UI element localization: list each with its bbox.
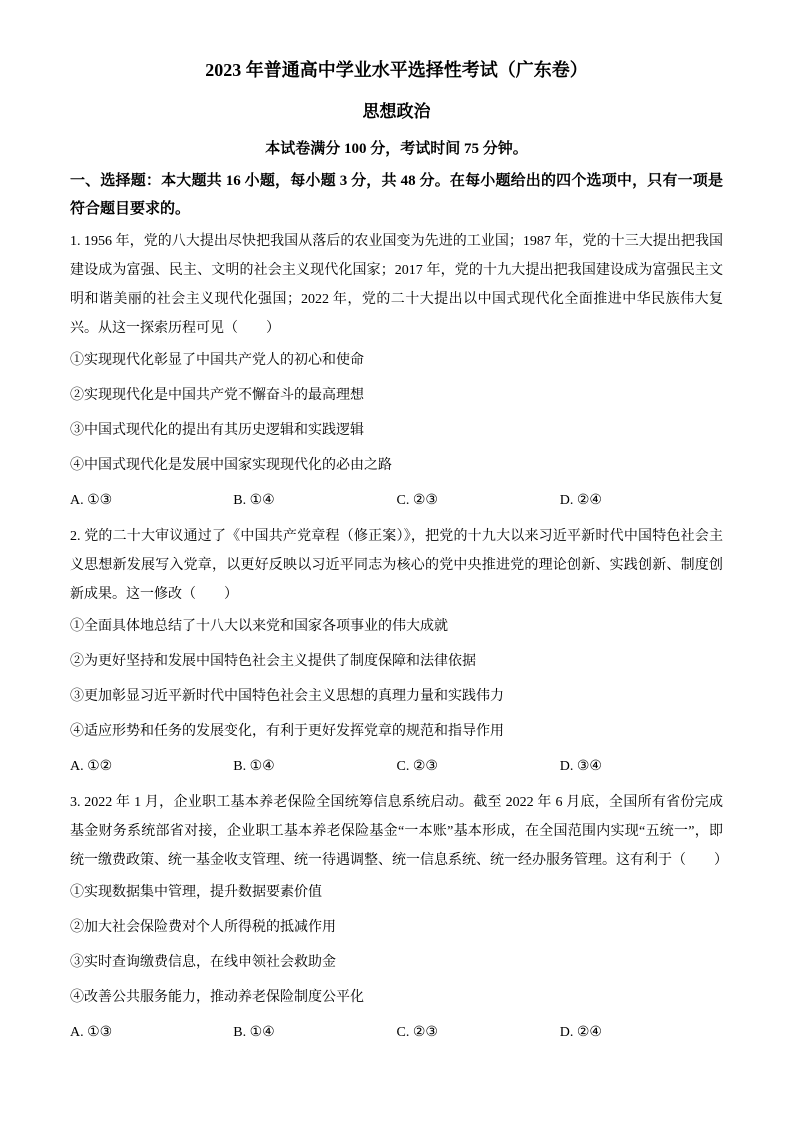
exam-info: 本试卷满分 100 分，考试时间 75 分钟。 xyxy=(265,141,528,157)
question-stem: 1. 1956 年，党的八大提出尽快把我国从落后的农业国变为先进的工业国；1987 年，党的十三大提出把我国建设成为富强、民主、文明的社会主义现代化国家；2017 年，党的十九大提出把我国建设成为富强民主文明和谐美丽的社会主义现代化强国；2022 年，党的二十大提出以中国式现代化全面推进中华民族伟大复兴。从这一探索历程可见（ ） xyxy=(70,234,723,336)
option-c: C. ②③ xyxy=(396,759,438,774)
option-b: B. ①④ xyxy=(233,1025,275,1040)
question-3 xyxy=(70,788,728,1050)
option-c: C. ②③ xyxy=(396,493,438,508)
question-stem: 2. 党的二十大审议通过了《中国共产党章程（修正案）》，把党的十九大以来习近平新时代中国特色社会主义思想新发展写入党章，以更好反映以习近平同志为核心的党中央推进党的理论创新、实践创新、制度创新成果。这一修改（ ） xyxy=(70,529,723,602)
question-1 xyxy=(70,227,723,518)
question-statement-4: ④中国式现代化是发展中国家实现现代化的必由之路 xyxy=(70,458,392,473)
option-a: A. ①③ xyxy=(70,1025,113,1040)
option-d: D. ②④ xyxy=(559,1025,602,1040)
question-statement-1: ①全面具体地总结了十八大以来党和国家各项事业的伟大成就 xyxy=(70,619,448,634)
question-statement-2: ②加大社会保险费对个人所得税的抵减作用 xyxy=(70,920,336,935)
question-2 xyxy=(70,522,723,784)
question-statement-2: ②实现现代化是中国共产党不懈奋斗的最高理想 xyxy=(70,388,364,403)
question-statement-1: ①实现数据集中管理，提升数据要素价值 xyxy=(70,885,322,900)
question-statement-1: ①实现现代化彰显了中国共产党人的初心和使命 xyxy=(70,353,364,368)
option-a: A. ①③ xyxy=(70,493,113,508)
answer-options xyxy=(70,1015,723,1050)
question-stem: 3. 2022 年 1 月，企业职工基本养老保险全国统筹信息系统启动。截至 2022 年 6 月底，全国所有省份完成基金财务系统部省对接，企业职工基本养老保险基金“一本账”基本形成，在全国范围内实现“五统一”，即统一缴费政策、统一基金收支管理、统一待遇调整、统一信息系统、统一经办服务管理。这有利于（ ） xyxy=(70,795,728,868)
answer-options xyxy=(70,483,723,518)
question-statement-2: ②为更好坚持和发展中国特色社会主义提供了制度保障和法律依据 xyxy=(70,654,476,669)
exam-title: 2023 年普通高中学业水平选择性考试（广东卷） xyxy=(205,60,588,80)
answer-options xyxy=(70,749,723,784)
question-statement-3: ③中国式现代化的提出有其历史逻辑和实践逻辑 xyxy=(70,423,364,438)
question-statement-3: ③更加彰显习近平新时代中国特色社会主义思想的真理力量和实践伟力 xyxy=(70,689,504,704)
option-d: D. ②④ xyxy=(559,493,602,508)
option-b: B. ①④ xyxy=(233,759,275,774)
question-statement-3: ③实时查询缴费信息，在线申领社会救助金 xyxy=(70,955,336,970)
exam-subject: 思想政治 xyxy=(362,102,431,121)
option-d: D. ③④ xyxy=(559,759,602,774)
question-statement-4: ④改善公共服务能力，推动养老保险制度公平化 xyxy=(70,990,364,1005)
option-c: C. ②③ xyxy=(396,1025,438,1040)
option-a: A. ①② xyxy=(70,759,113,774)
section-instructions: 一、选择题：本大题共 16 小题，每小题 3 分，共 48 分。在每小题给出的四个选项中，只有一项是符合题目要求的。 xyxy=(70,173,723,217)
question-statement-4: ④适应形势和任务的发展变化，有利于更好发挥党章的规范和指导作用 xyxy=(70,724,504,739)
option-b: B. ①④ xyxy=(233,493,275,508)
